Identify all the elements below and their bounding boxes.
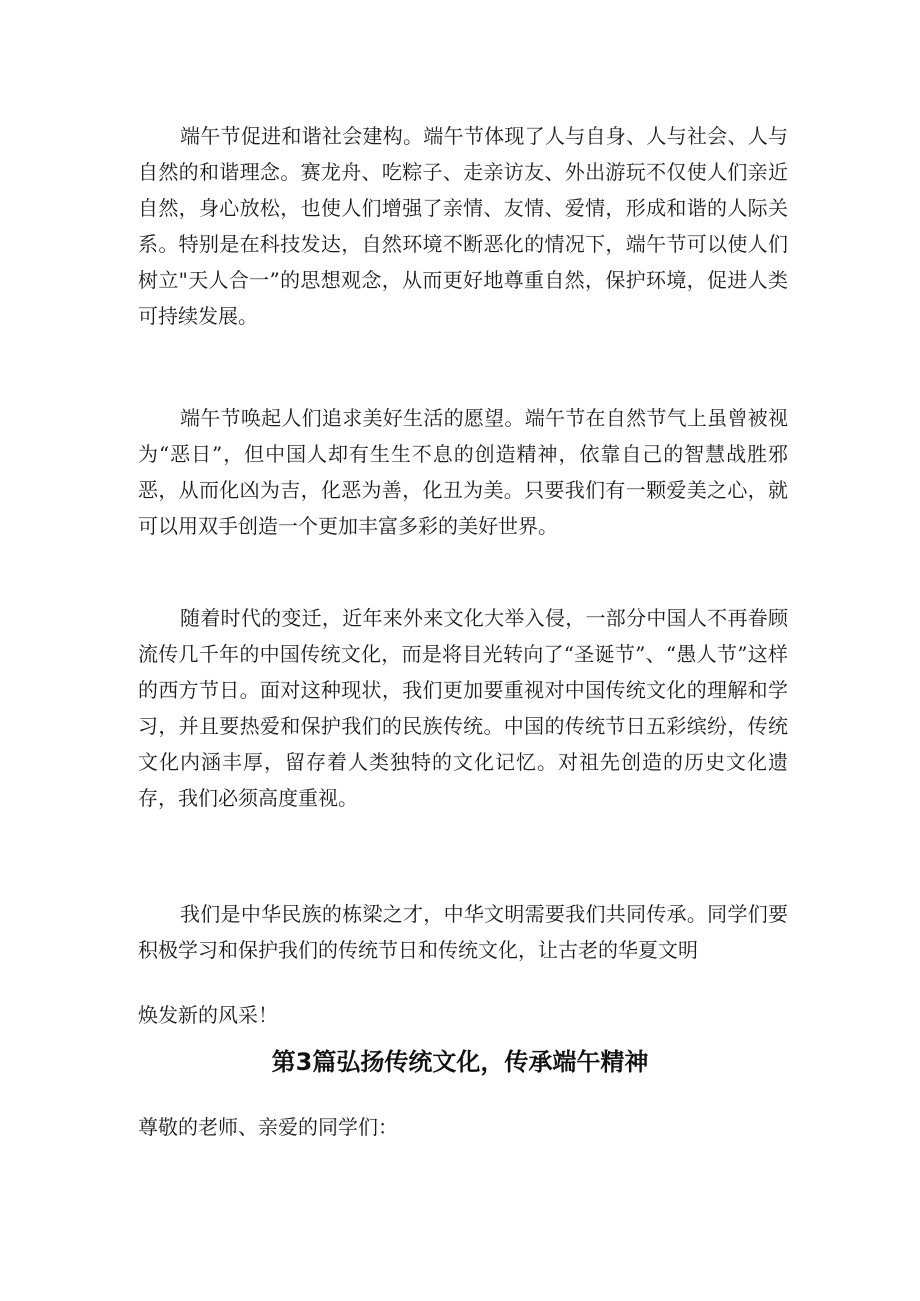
paragraph-harmony: 端午节促进和谐社会建构。端午节体现了人与自身、人与社会、人与自然的和谐理念。赛龙舟、吃粽子、走亲访友、外出游玩不仅使人们亲近自然，身心放松，也使人们增强了亲情、友情、爱情，形成和谐的人际关系。特别是在科技发达，自然环境不断恶化的情况下，端午节可以使人们树立"天人合一”的思想观念，从而更好地尊重自然，保护环境，促进人类可持续发展。	[138, 124, 788, 328]
paragraph-tail-line: 焕发新的风采！	[138, 1003, 278, 1027]
paragraph-inheritance: 我们是中华民族的栋梁之才，中华文明需要我们共同传承。同学们要积极学习和保护我们的传统节日和传统文化，让古老的华夏文明	[138, 902, 788, 962]
salutation: 尊敬的老师、亲爱的同学们：	[138, 1115, 398, 1139]
paragraph-aspiration: 端午节唤起人们追求美好生活的愿望。端午节在自然节气上虽曾被视为“恶日”，但中国人却有生生不息的创造精神，依靠自己的智慧战胜邪恶，从而化凶为吉，化恶为善，化丑为美。只要我们有一颗爱美之心，就可以用双手创造一个更加丰富多彩的美好世界。	[138, 406, 788, 538]
paragraph-tradition: 随着时代的变迁，近年来外来文化大举入侵，一部分中国人不再眷顾流传几千年的中国传统文化，而是将目光转向了“圣诞节”、“愚人节”这样的西方节日。面对这种现状，我们更加要重视对中国传统文化的理解和学习，并且要热爱和保护我们的民族传统。中国的传统节日五彩缤纷，传统文化内涵丰厚，留存着人类独特的文化记忆。对祖先创造的历史文化遗存，我们必须高度重视。	[138, 606, 788, 810]
section-title: 第3篇弘扬传统文化，传承端午精神	[271, 1048, 649, 1076]
